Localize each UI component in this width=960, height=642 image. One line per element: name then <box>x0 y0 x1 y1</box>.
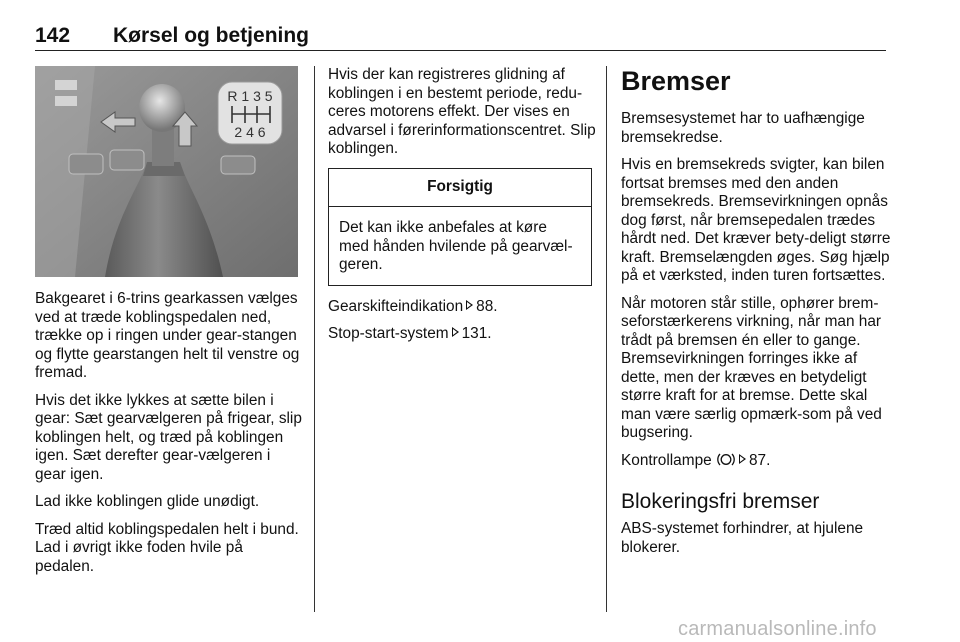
gear-labels-top: R 1 3 5 <box>227 88 273 104</box>
ref-page: 87. <box>748 451 771 469</box>
ref-text: Gearskifteindikation <box>328 297 464 315</box>
caution-title: Forsigtig <box>329 169 591 208</box>
caution-box <box>328 168 592 286</box>
section-title: Kørsel og betjening <box>113 24 310 47</box>
paragraph: Hvis der kan registreres glidning af koblingen i en bestemt periode, redu-ceres motorens effekt. Der vises en advarsel i førerinformationscentret. Slip koblingen. <box>328 66 596 157</box>
column-1 <box>35 290 305 585</box>
header-rule <box>35 50 886 51</box>
gear-labels-bottom: 2 4 6 <box>234 124 266 140</box>
column-3 <box>621 66 891 566</box>
paragraph: Bremsesystemet har to uafhængige bremsekredse. <box>621 110 865 146</box>
page-ref-icon <box>466 300 473 310</box>
paragraph: Lad ikke koblingen glide unødigt. <box>35 493 260 510</box>
gear-shift-illustration <box>35 66 298 277</box>
paragraph: Træd altid koblingspedalen helt i bund. Lad i øvrigt ikke foden hvile på pedalen. <box>35 520 299 575</box>
section-heading: Bremser <box>621 66 731 96</box>
column-divider <box>314 66 315 612</box>
column-2 <box>328 66 596 353</box>
paragraph: Hvis det ikke lykkes at sætte bilen i gear: Sæt gearvælgeren på frigear, slip koblingen helt, og træd på koblingen igen. Sæt derefter gear-vælgeren i gear igen. <box>35 391 302 483</box>
page-ref-icon <box>452 327 459 337</box>
caution-text: Det kan ikke anbefales at køre med hånden hvilende på gearvæl-geren. <box>339 219 573 273</box>
page-ref-icon <box>739 454 746 464</box>
gear-shift-drawing <box>35 66 298 277</box>
ref-text: Stop-start-system <box>328 325 449 342</box>
ref-page: 88. <box>476 297 498 315</box>
cross-reference[interactable] <box>328 325 596 344</box>
paragraph: ABS-systemet forhindrer, at hjulene blokerer. <box>621 520 864 556</box>
page-header <box>35 24 885 52</box>
paragraph: Når motoren står stille, ophører brem-seforstærkerens virkning, når man har trådt på bremsen én eller to gange. Bremsevirkningen forringes ikke af dette, men der kræves en betydeligt større kraft for at bremse. Dette skal man være særlig opmærk-som på ved bugsering. <box>621 294 882 441</box>
column-divider <box>606 66 607 612</box>
ref-page: 131. <box>461 325 492 342</box>
brake-warning-lamp-icon <box>716 452 736 473</box>
ref-text: Kontrollampe <box>621 451 712 469</box>
paragraph: Hvis en bremsekreds svigter, kan bilen fortsat bremses med den anden bremsekreds. Bremsevirkningen opnås dog først, når bremsepedalen trædes hårdt ned. Det kræver bety-deligt større kraft. Bremselængden øges. Søg hjælp på et værksted, inden turen fortsættes. <box>621 156 891 284</box>
watermark: carmanualsonline.info <box>678 618 877 640</box>
cross-reference[interactable] <box>621 452 891 473</box>
subsection-heading: Blokeringsfri bremser <box>621 490 820 513</box>
cross-reference[interactable] <box>328 298 596 317</box>
page-number: 142 <box>35 24 71 47</box>
paragraph: Bakgearet i 6-trins gearkassen vælges ved at træde koblingspedalen ned, trække op i ringen under gear-stangen og flytte gearstangen helt til venstre og fremad. <box>35 290 300 381</box>
